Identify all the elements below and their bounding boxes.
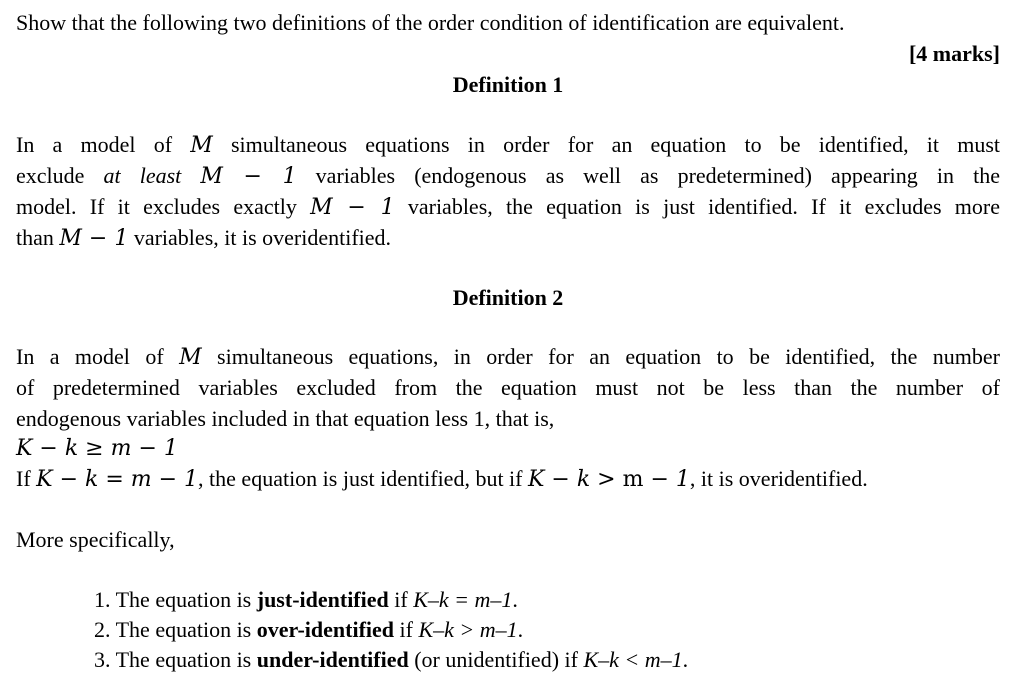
inequality-expression: K − k ≥ m − 1 — [16, 436, 178, 461]
text-run: . — [682, 647, 689, 672]
math-symbol: M — [190, 133, 213, 158]
bold-term: over-identified — [256, 617, 395, 642]
text-run: . — [517, 617, 524, 642]
list-item — [94, 587, 518, 613]
text-run: In a model of — [16, 132, 191, 157]
text-run: model. If it excludes exactly — [16, 194, 311, 219]
text-run: The equation is — [115, 617, 257, 642]
definition1-line4 — [16, 225, 391, 252]
condition-expression: K–k < m–1 — [583, 647, 683, 672]
text-run: If — [16, 466, 37, 491]
list-number: 2. — [94, 617, 111, 642]
text-run: (or unidentified) if — [408, 647, 584, 672]
condition-expression: K–k = m–1 — [413, 587, 513, 612]
text-run: simultaneous equations in order for an equation to be identified, it must — [212, 132, 1000, 157]
bold-term: under-identified — [256, 647, 409, 672]
definition2-line5 — [16, 466, 868, 493]
math-expression: M − 1 — [59, 226, 129, 251]
condition-expression: K–k > m–1 — [418, 617, 518, 642]
text-run: if — [388, 587, 414, 612]
definition2-heading: Definition 2 — [452, 285, 564, 310]
text-run: if — [394, 617, 419, 642]
math-expression: K − k = m − 1 — [36, 467, 199, 492]
text-run: than — [16, 225, 60, 250]
text-run: , it is overidentified. — [689, 466, 868, 491]
math-symbol: m — [622, 467, 644, 492]
bold-term: just-identified — [256, 587, 389, 612]
definition2-line3: endogenous variables included in that equation less 1, that is, — [16, 406, 555, 431]
math-expression: − 1 — [643, 467, 690, 492]
text-run: variables (endogenous as well as predetermined) appearing in the — [296, 163, 1001, 188]
list-item — [94, 617, 523, 643]
text-run: exclude — [16, 163, 104, 188]
text-run: The equation is — [115, 587, 257, 612]
math-expression: M − 1 — [310, 195, 395, 220]
text-run: The equation is — [115, 647, 257, 672]
text-run: simultaneous equations, in order for an equation to be identified, the number — [201, 344, 1000, 369]
text-run: variables, it is overidentified. — [128, 225, 392, 250]
list-item — [94, 647, 688, 673]
definition2-line1 — [16, 344, 1000, 371]
emphasis-text: at least — [103, 163, 182, 188]
question-prompt: Show that the following two definitions of the order condition of identification are equivalent. — [16, 10, 845, 35]
definition1-line3 — [16, 194, 1000, 221]
definition1-line2 — [16, 163, 1000, 190]
list-number: 3. — [94, 647, 111, 672]
marks-label: [4 marks] — [908, 41, 1000, 66]
text-run: . — [512, 587, 518, 612]
math-expression: M − 1 — [200, 164, 297, 189]
specifics-intro: More specifically, — [16, 527, 175, 552]
definition2-line2: of predetermined variables excluded from the equation must not be less than the number of — [16, 375, 1000, 400]
text-run: In a model of — [16, 344, 180, 369]
math-expression: K − k > — [528, 467, 623, 492]
definition1-heading: Definition 1 — [452, 72, 564, 97]
text-run: variables, the equation is just identified. If it excludes more — [394, 194, 1000, 219]
definition1-line1 — [16, 132, 1000, 159]
list-number: 1. — [94, 587, 111, 612]
math-symbol: M — [179, 345, 202, 370]
text-run: , the equation is just identified, but if — [198, 466, 528, 491]
